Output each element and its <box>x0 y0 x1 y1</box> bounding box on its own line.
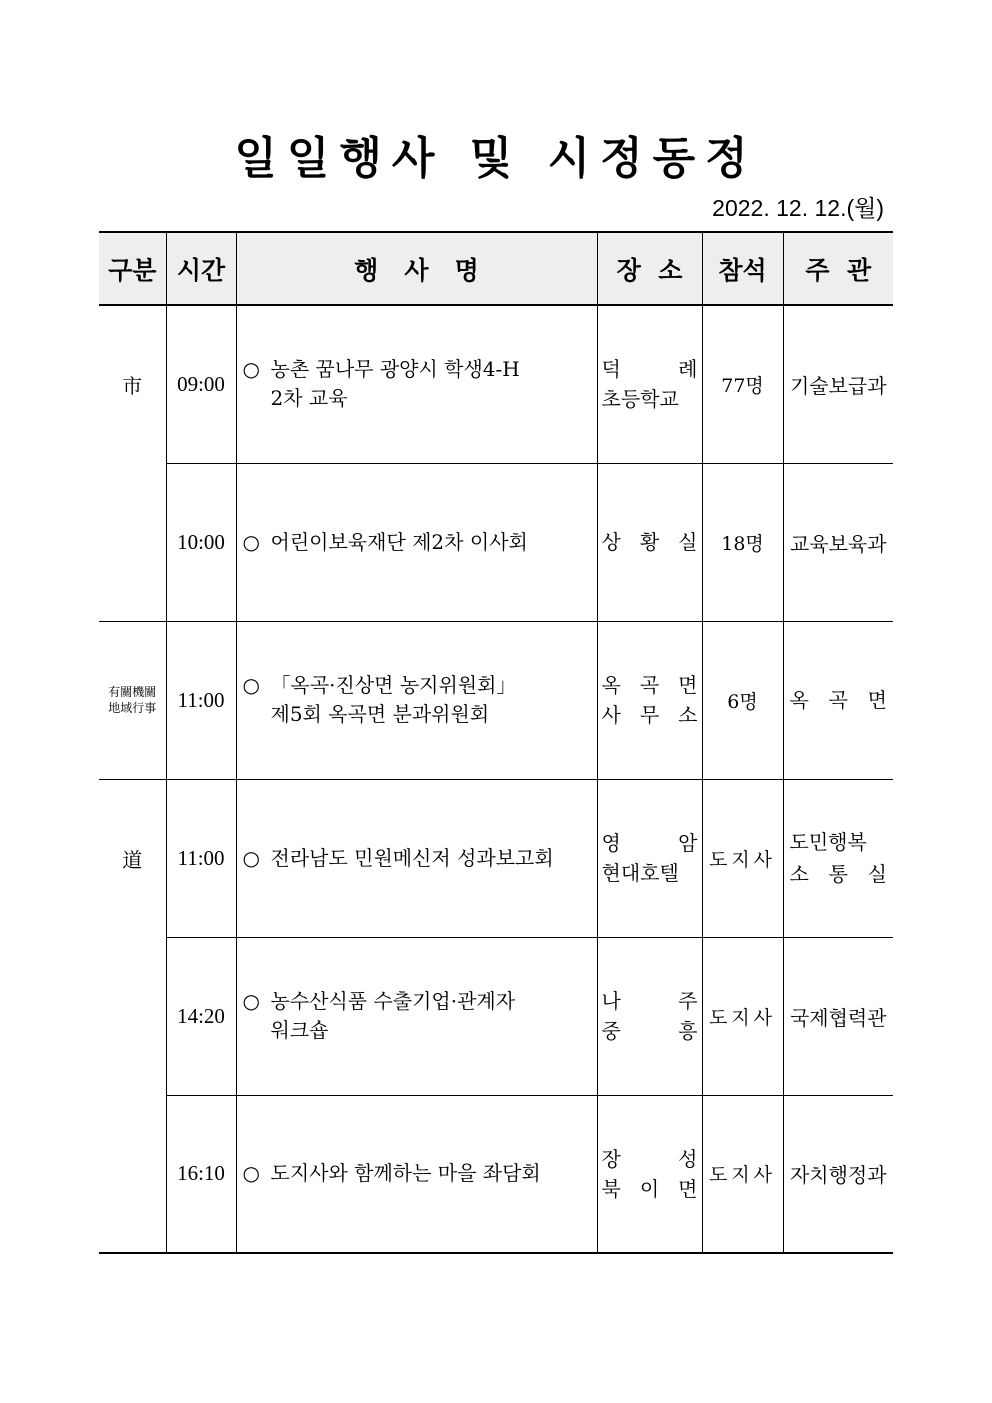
event-line: 어린이보육재단 제2차 이사회 <box>270 529 528 554</box>
host-cell <box>783 621 893 779</box>
category-line: 地域行事 <box>108 701 157 715</box>
table-row <box>99 621 893 779</box>
host-line: 도민행복 <box>789 830 867 854</box>
event-cell <box>236 463 597 621</box>
header-place-label: 장 소 <box>616 255 683 285</box>
host-line: 옥 곡 면 <box>789 688 887 712</box>
time-cell: 10:00 <box>166 463 236 621</box>
place-cell <box>597 305 702 463</box>
header-host <box>783 232 893 305</box>
place-line: 현대호텔 <box>601 861 679 885</box>
circle-bullet: ○ <box>242 529 260 554</box>
place-line: 나 주 <box>601 989 698 1013</box>
attendee-cell: 77명 <box>702 305 783 463</box>
page-title: 일일행사 및 시정동정 <box>234 133 758 184</box>
category-cell: 市 <box>122 374 143 398</box>
table-row <box>99 779 893 937</box>
category-cell <box>99 621 166 779</box>
place-cell <box>597 1095 702 1253</box>
header-event <box>236 232 597 305</box>
circle-bullet: ○ <box>242 845 260 870</box>
attendee-cell: 18명 <box>702 463 783 621</box>
event-cell <box>236 305 597 463</box>
event-line: 「옥곡·진상면 농지위원회」 <box>270 673 517 697</box>
category-line: 有關機關 <box>108 685 157 699</box>
circle-bullet: ○ <box>242 1161 260 1186</box>
table-row <box>99 937 893 1095</box>
event-cell <box>236 779 597 937</box>
attendee-cell: 도지사 <box>702 779 783 937</box>
place-cell <box>597 937 702 1095</box>
header-place <box>597 232 702 305</box>
event-line: 워크숍 <box>270 1018 329 1042</box>
event-line: 농수산식품 수출기업·관계자 <box>270 989 516 1013</box>
circle-bullet: ○ <box>242 357 260 382</box>
place-line: 중 흥 <box>601 1019 698 1043</box>
category-cell: 道 <box>122 847 143 872</box>
table-row <box>99 1095 893 1253</box>
place-line: 옥 곡 면 <box>601 673 698 697</box>
category-cell <box>99 937 166 1095</box>
event-cell <box>236 1095 597 1253</box>
event-line: 제5회 옥곡면 분과위원회 <box>270 702 490 726</box>
header-category: 구분 <box>99 232 166 305</box>
attendee-cell: 6명 <box>702 621 783 779</box>
time-cell: 14:20 <box>166 937 236 1095</box>
place-line: 사 무 소 <box>601 703 698 727</box>
attendee-cell: 도지사 <box>702 1095 783 1253</box>
place-line: 장 성 <box>601 1146 698 1171</box>
category-cell <box>99 1095 166 1253</box>
event-line: 2차 교육 <box>270 386 348 411</box>
host-line: 소 통 실 <box>789 862 887 886</box>
host-cell: 국제협력관 <box>783 937 893 1095</box>
event-cell <box>236 937 597 1095</box>
place-line: 영 암 <box>601 831 698 855</box>
place-line: 초등학교 <box>601 387 679 412</box>
event-cell <box>236 621 597 779</box>
header-host-label: 주 관 <box>805 255 872 285</box>
header-time: 시간 <box>166 232 236 305</box>
host-cell <box>783 779 893 937</box>
event-line: 전라남도 민원메신저 성과보고회 <box>270 845 554 870</box>
header-row <box>99 232 893 305</box>
circle-bullet: ○ <box>242 673 260 697</box>
header-attendee: 참석 <box>702 232 783 305</box>
event-line: 농촌 꿈나무 광양시 학생4-H <box>270 357 520 382</box>
place-line: 북 이 면 <box>601 1176 698 1201</box>
time-cell: 09:00 <box>166 305 236 463</box>
host-cell: 자치행정과 <box>783 1095 893 1253</box>
host-cell: 교육보육과 <box>783 463 893 621</box>
header-event-label: 행 사 명 <box>354 255 479 285</box>
place-cell <box>597 621 702 779</box>
table-row <box>99 463 893 621</box>
place-cell <box>597 779 702 937</box>
place-line: 상 황 실 <box>601 530 698 554</box>
schedule-table <box>99 231 893 1254</box>
circle-bullet: ○ <box>242 989 260 1013</box>
event-line: 도지사와 함께하는 마을 좌담회 <box>270 1161 541 1186</box>
document-date: 2022. 12. 12.(월) <box>712 195 884 221</box>
time-cell: 11:00 <box>166 779 236 937</box>
time-cell: 16:10 <box>166 1095 236 1253</box>
attendee-cell: 도지사 <box>702 937 783 1095</box>
table-row <box>99 305 893 463</box>
host-cell: 기술보급과 <box>783 305 893 463</box>
category-cell <box>99 463 166 621</box>
time-cell: 11:00 <box>166 621 236 779</box>
place-cell <box>597 463 702 621</box>
place-line: 덕 례 <box>601 357 698 382</box>
